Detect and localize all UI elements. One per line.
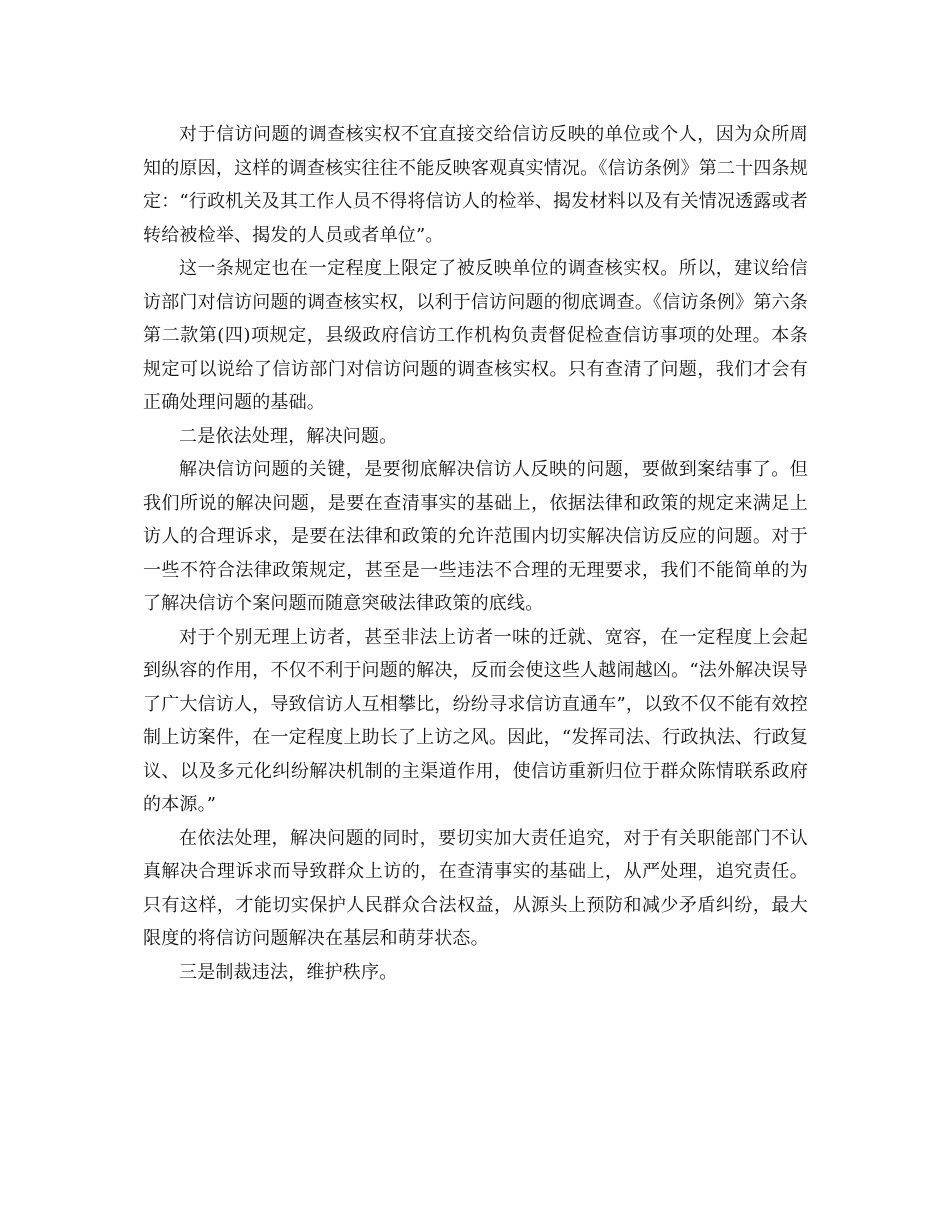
paragraph-accountability: 在依法处理，解决问题的同时，要切实加大责任追究，对于有关职能部门不认真解决合理诉求而导致群众上访的，在查清事实的基础上，从严处理，追究责任。只有这样，才能切实保护人民群众合法权益，从源头上预防和减少矛盾纠纷，最大限度的将信访问题解决在基层和萌芽状态。 xyxy=(143,827,808,949)
section-heading-lawful-handling: 二是依法处理，解决问题。 xyxy=(179,425,398,447)
document-body xyxy=(143,118,808,989)
paragraph-regulation-limits: 这一条规定也在一定程度上限定了被反映单位的调查核实权。所以，建议给信访部门对信访问题的调查核实权，以利于信访问题的彻底调查。《信访条例》第六条第二款第(四)项规定，县级政府信访工作机构负责督促检查信访事项的处理。本条规定可以说给了信访部门对信访问题的调查核实权。只有查清了问题，我们才会有正确处理问题的基础。 xyxy=(143,258,808,413)
paragraph-investigation-authority: 对于信访问题的调查核实权不宜直接交给信访反映的单位或个人，因为众所周知的原因，这样的调查核实往往不能反映客观真实情况。《信访条例》第二十四条规定：“行政机关及其工作人员不得将信访人的检举、揭发材料以及有关情况透露或者转给被检举、揭发的人员或者单位”。 xyxy=(143,124,808,246)
paragraph-key-to-solving: 解决信访问题的关键，是要彻底解决信访人反映的问题，要做到案结事了。但我们所说的解决问题，是要在查清事实的基础上，依据法律和政策的规定来满足上访人的合理诉求，是要在法律和政策的允许范围内切实解决信访反应的问题。对于一些不符合法律政策规定，甚至是一些违法不合理的无理要求，我们不能简单的为了解决信访个案问题而随意突破法律政策的底线。 xyxy=(143,459,808,614)
paragraph-unreasonable-petitioners: 对于个别无理上访者，甚至非法上访者一味的迁就、宽容，在一定程度上会起到纵容的作用，不仅不利于问题的解决，反而会使这些人越闹越凶。“法外解决误导了广大信访人，导致信访人互相攀比，纷纷寻求信访直通车”，以致不仅不能有效控制上访案件，在一定程度上助长了上访之风。因此，“发挥司法、行政执法、行政复议、以及多元化纠纷解决机制的主渠道作用，使信访重新归位于群众陈情联系政府的本源。” xyxy=(143,626,808,815)
section-heading-sanction-violations: 三是制裁违法，维护秩序。 xyxy=(179,961,398,983)
